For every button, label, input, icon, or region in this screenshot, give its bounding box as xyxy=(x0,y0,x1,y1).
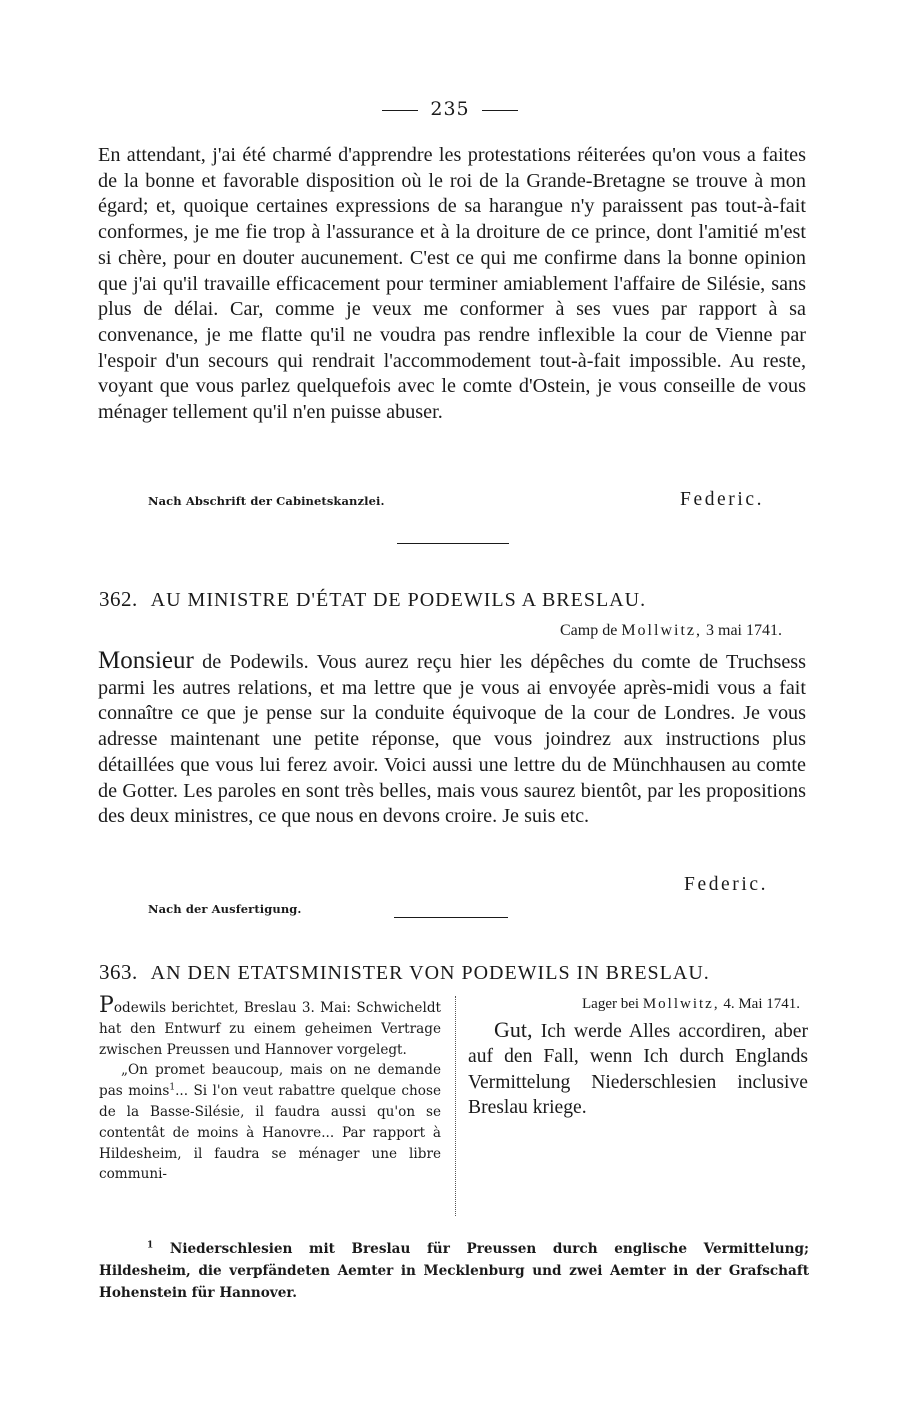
section-divider-1 xyxy=(397,543,509,544)
letter-363-place-date xyxy=(468,996,808,1013)
letter-363-summary-p1-text: odewils berichtet, Breslau 3. Mai: Schwicheldt hat den Entwurf zu einem geheimen Vertrage zwischen Preussen und Hannover vorgelegt. xyxy=(99,1000,441,1058)
letter-363-reply-column xyxy=(468,996,808,1121)
header-dash-right xyxy=(482,110,518,111)
letter-362-signature: Federic. xyxy=(684,874,769,895)
footnote xyxy=(99,1238,809,1304)
page-header xyxy=(0,98,900,120)
page-number: 235 xyxy=(430,98,470,120)
letter-363-date: 4. Mai 1741. xyxy=(723,996,800,1012)
letter-363-place-prefix: Lager bei xyxy=(582,996,640,1012)
letter-363-reply-body xyxy=(468,1017,808,1121)
letter-363-place-name: Mollwitz, xyxy=(642,996,720,1012)
letter-363-title: AN DEN ETATSMINISTER VON PODEWILS IN BRESLAU. xyxy=(150,962,710,984)
footnote-marker-inline[interactable]: 1 xyxy=(169,1082,176,1093)
letter-362-first-word: Monsieur xyxy=(98,647,194,674)
footnote-marker: 1 xyxy=(147,1240,154,1251)
letter-363-reply-text: Ich werde Alles accordiren, aber auf den Fall, wenn Ich durch Englands Vermittelung Niederschlesien inclusive Breslau kriege. xyxy=(468,1021,808,1119)
letter-363-summary-initial: P xyxy=(99,993,114,1018)
letter-362-place-date xyxy=(560,622,782,640)
letter-362-date: 3 mai 1741. xyxy=(706,622,782,639)
letter-362-place-prefix: Camp de xyxy=(560,622,618,639)
letter-362-body xyxy=(98,648,806,830)
letter-363-number: 363. xyxy=(99,960,138,984)
letter-363-summary-p1 xyxy=(99,993,441,1060)
section-divider-2 xyxy=(394,917,508,918)
letter-363-summary-p2-a: „On promet beaucoup, mais on ne demande pas moins xyxy=(99,1062,441,1100)
letter-362-text: de Podewils. Vous aurez reçu hier les dépêches du comte de Truchsess parmi les autres relations, et ma lettre que je vous ai envoyée après-midi vous a fait connaître ce que je pense sur la conduite équivoque de la cour de Londres. Je vous adresse maintenant une petite réponse, que vous joindrez aux instructions plus détaillées que vous lui ferez avoir. Voici aussi une lettre du de Münchhausen au comte de Gotter. Les paroles en sont très belles, mais vous saurez bientôt, par les propositions des deux ministres, ce que nous en devons croire. Je suis etc. xyxy=(98,651,806,828)
continued-letter-text: En attendant, j'ai été charmé d'apprendre les protestations réiterées qu'on vous a faites de la bonne et favorable disposition où le roi de la Grande-Bretagne se trouve à mon égard; et, quoique certaines expressions de sa harangue n'y paraissent pas tout-à-fait conformes, je me fie trop à l'assurance et à la droiture de ce prince, dont l'amitié m'est si chère, pour en douter aucunement. C'est ce qui me confirme dans la bonne opinion que j'ai qu'il travaille efficacement pour terminer amiablement l'affaire de Silésie, sans plus de délai. Car, comme je veux me conformer à ses vues par rapport à sa convenance, je me flatte qu'il ne voudra pas rendre inflexible la cour de Vienne par l'espoir d'un secours qui rendrait l'accommodement tout-à-fait impossible. Au reste, voyant que vous parlez quelquefois avec le comte d'Ostein, je vous conseille de vous ménager tellement qu'il n'en puisse abuser. xyxy=(98,144,806,424)
letter-363-heading xyxy=(99,960,809,985)
letter-362-place-name: Mollwitz, xyxy=(621,622,702,639)
letter-363-summary-p2-b: ... Si l'on veut rabattre quelque chose de la Basse-Silésie, il faudra aussi qu'on se contentât de moins à Hanovre... Par rapport à Hildesheim, il faudra se ménager une libre communi- xyxy=(99,1083,441,1183)
footnote-text: Niederschlesien mit Breslau für Preussen durch englische Vermittelung; Hildesheim, die verpfändeten Aemter in Mecklenburg und zwei Aemter in der Grafschaft Hohenstein für Hannover. xyxy=(99,1241,809,1301)
header-dash-left xyxy=(382,110,418,111)
letter-362-heading xyxy=(99,587,809,612)
letter-363-reply-first-word: Gut, xyxy=(494,1017,533,1042)
letter-363-summary-column xyxy=(99,993,441,1185)
signature-1: Federic. xyxy=(680,489,765,510)
letter-363-summary-p2 xyxy=(99,1060,441,1185)
letter-362-number: 362. xyxy=(99,587,138,611)
letter-362-title: AU MINISTRE D'ÉTAT DE PODEWILS A BRESLAU. xyxy=(150,589,647,611)
column-divider xyxy=(455,996,456,1216)
letter-362-source: Nach der Ausfertigung. xyxy=(148,902,302,916)
source-note-1: Nach Abschrift der Cabinetskanzlei. xyxy=(148,494,385,508)
